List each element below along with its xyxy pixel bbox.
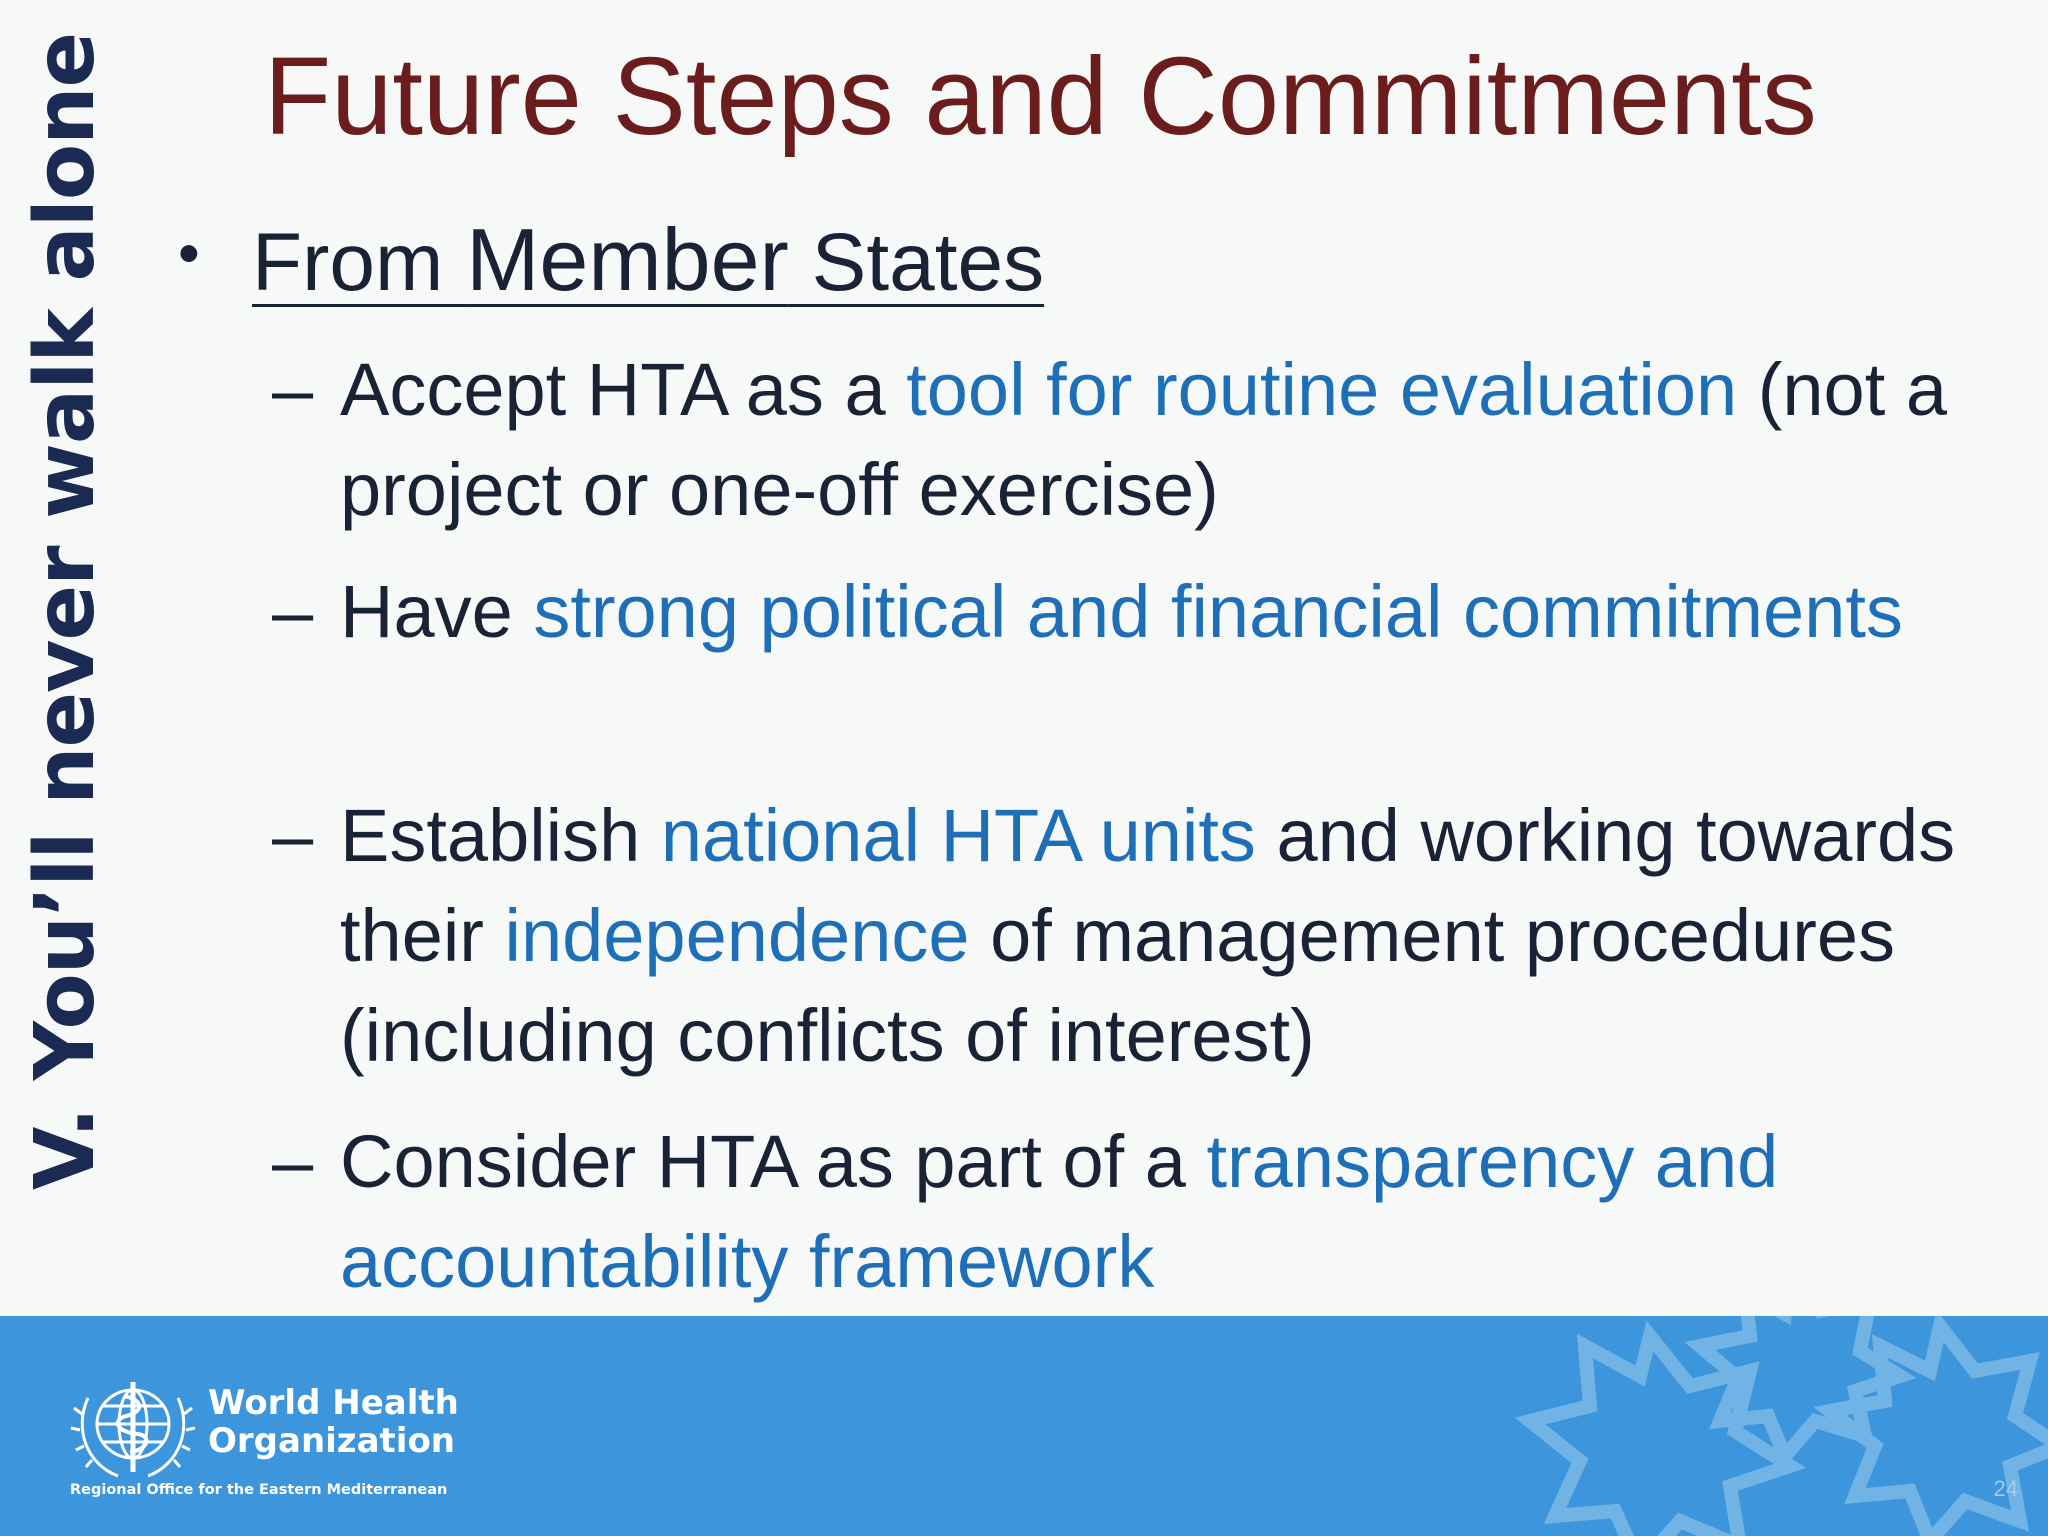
list-item-text [340,340,2032,540]
heading-part-2: Member [466,210,789,309]
item-highlight: national HTA units [660,794,1256,877]
who-emblem-icon [68,1368,198,1486]
page-number: 24 [1993,1476,2018,1501]
organization-name [208,1384,459,1460]
item-segment: (not a project or one-off exercise) [340,348,1947,531]
dash-icon: – [272,794,314,877]
bullet-dot-icon: • [178,219,200,288]
regional-office-label: Regional Office for the Eastern Mediterranean [70,1482,448,1498]
heading-part-3: States [788,217,1045,308]
list-item-text [340,562,2032,662]
dash-icon: – [272,1120,314,1203]
item-segment: Consider HTA as part of a [340,1120,1207,1203]
list-item [272,786,2032,1086]
heading-part-1: From [252,217,467,308]
list-item [272,562,2032,662]
item-segment: and working towards their [340,794,1956,977]
footer-band [0,1316,2048,1536]
item-highlight: transparency and accountability framework [340,1120,1779,1303]
org-line-1: World Health [208,1383,459,1423]
item-segment: Accept HTA as a [340,348,907,431]
item-segment: Have [340,570,534,653]
dash-icon: – [272,570,314,653]
list-item [272,340,2032,540]
item-highlight: tool for routine evaluation [906,348,1738,431]
list-item [272,1112,2032,1312]
geometric-pattern [1500,1316,2048,1536]
item-segment: of management procedures (including conflicts of interest) [340,894,1896,1077]
org-line-2: Organization [208,1421,456,1461]
slide-title: Future Steps and Commitments [264,35,1817,158]
list-item-text [340,786,2032,1086]
item-highlight: strong political and financial commitments [533,570,1903,653]
item-segment: Establish [340,794,661,877]
dash-icon: – [272,348,314,431]
bullet-heading [252,212,1044,311]
section-side-label: V. You’ll never walk alone [18,32,113,1190]
list-item-text [340,1112,2032,1312]
item-highlight: independence [504,894,970,977]
